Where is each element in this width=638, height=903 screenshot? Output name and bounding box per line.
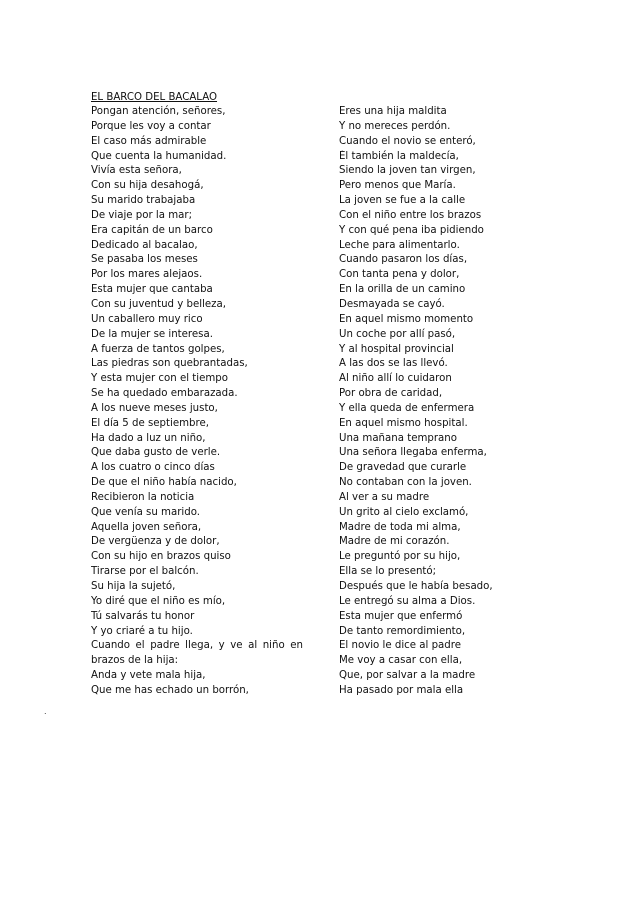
verse-line: Recibieron la noticia: [91, 491, 195, 503]
verse-line: Un caballero muy rico: [91, 313, 203, 325]
verse-line: Vivía esta señora,: [91, 165, 182, 177]
verse-line: El caso más admirable: [91, 135, 207, 147]
verse-line: Al ver a su madre: [339, 491, 430, 503]
verse-line: A las dos se las llevó.: [339, 358, 448, 370]
verse-line: De gravedad que curarle: [339, 462, 467, 474]
verse-line: Esta mujer que enfermó: [339, 610, 463, 622]
verse-line: De viaje por la mar;: [91, 209, 193, 221]
verse-line: Ella se lo presentó;: [339, 566, 437, 578]
poem-column-left: [91, 105, 303, 699]
verse-line: Un coche por allí pasó,: [339, 328, 456, 340]
verse-line: Las piedras son quebrantadas,: [91, 358, 248, 370]
verse-line: A fuerza de tantos golpes,: [91, 343, 225, 355]
verse-line: Y esta mujer con el tiempo: [91, 373, 228, 385]
verse-line: En la orilla de un camino: [339, 284, 466, 296]
verse-line: Y yo criaré a tu hijo.: [91, 625, 193, 637]
verse-line: Que daba gusto de verle.: [91, 447, 221, 459]
verse-line: Ha dado a luz un niño,: [91, 432, 206, 444]
verse-line: Desmayada se cayó.: [339, 298, 445, 310]
verse-line: Con tanta pena y dolor,: [339, 269, 460, 281]
poem-column-right: [339, 105, 499, 699]
verse-line: brazos de la hija:: [91, 655, 179, 667]
verse-line: Le entregó su alma a Dios.: [339, 595, 476, 607]
verse-line: Madre de toda mi alma,: [339, 521, 461, 533]
verse-line: Tirarse por el balcón.: [91, 566, 199, 578]
verse-line: Una señora llegaba enferma,: [339, 447, 487, 459]
verse-line: Le preguntó por su hijo,: [339, 551, 461, 563]
verse-line: Y al hospital provincial: [339, 343, 454, 355]
verse-line: Madre de mi corazón.: [339, 536, 450, 548]
verse-line: La joven se fue a la calle: [339, 195, 466, 207]
verse-line: No contaban con la joven.: [339, 477, 472, 489]
verse-line: Ha pasado por mala ella: [339, 684, 464, 696]
verse-line: Que, por salvar a la madre: [339, 670, 476, 682]
verse-line: Con el niño entre los brazos: [339, 209, 482, 221]
verse-line: Dedicado al bacalao,: [91, 239, 198, 251]
verse-line: Por los mares alejaos.: [91, 269, 203, 281]
verse-line: Que cuenta la humanidad.: [91, 150, 227, 162]
poem-title: EL BARCO DEL BACALAO: [91, 92, 218, 103]
verse-line: Un grito al cielo exclamó,: [339, 506, 469, 518]
verse-line: Que venía su marido.: [91, 506, 200, 518]
verse-line: Él también la maldecía,: [339, 150, 459, 162]
verse-line: Aquella joven señora,: [91, 521, 202, 533]
verse-line: Después que le había besado,: [339, 581, 493, 592]
verse-line: Que me has echado un borrón,: [91, 684, 249, 696]
verse-line: Por obra de caridad,: [339, 388, 443, 400]
verse-line: Pongan atención, señores,: [91, 106, 226, 117]
verse-line: Con su hijo en brazos quiso: [91, 551, 231, 563]
verse-line: Y no mereces perdón.: [339, 120, 451, 132]
verse-line: Con su hija desahogá,: [91, 180, 204, 192]
verse-line: En aquel mismo hospital.: [339, 417, 468, 429]
verse-line: Cuando el novio se enteró,: [339, 135, 476, 147]
verse-line: Era capitán de un barco: [91, 224, 213, 236]
verse-line: Y ella queda de enfermera: [339, 402, 475, 414]
verse-line: De vergüenza y de dolor,: [91, 536, 220, 548]
verse-line: Eres una hija maldita: [339, 106, 447, 117]
verse-line: Su hija la sujetó,: [91, 581, 176, 592]
verse-line: Pero menos que María.: [339, 180, 456, 192]
verse-line: El novio le dice al padre: [339, 640, 461, 652]
verse-line: Se pasaba los meses: [91, 254, 198, 266]
verse-line: Al niño allí lo cuidaron: [339, 373, 452, 385]
verse-line: Cuando el padre llega, y ve al niño en: [91, 640, 303, 652]
verse-line: En aquel mismo momento: [339, 313, 474, 325]
verse-line: A los cuatro o cinco días: [91, 462, 215, 474]
verse-line: Me voy a casar con ella,: [339, 655, 463, 667]
verse-line: Anda y vete mala hija,: [91, 670, 206, 682]
verse-line: Se ha quedado embarazada.: [91, 388, 238, 400]
verse-line: Siendo la joven tan virgen,: [339, 165, 476, 177]
verse-line: Cuando pasaron los días,: [339, 254, 468, 266]
verse-line: De que el niño había nacido,: [91, 477, 237, 489]
verse-line: Leche para alimentarlo.: [339, 239, 460, 251]
verse-line: De la mujer se interesa.: [91, 328, 213, 340]
verse-line: Su marido trabajaba: [91, 195, 196, 207]
verse-line: De tanto remordimiento,: [339, 625, 466, 637]
verse-line: Esta mujer que cantaba: [91, 284, 213, 296]
verse-line: Yo diré que el niño es mío,: [91, 595, 226, 607]
verse-line: Tú salvarás tu honor: [91, 610, 195, 622]
verse-line: Porque les voy a contar: [91, 120, 211, 132]
verse-line: El día 5 de septiembre,: [91, 417, 209, 429]
verse-line: Una mañana temprano: [339, 432, 457, 444]
page-mark: .: [44, 707, 47, 716]
verse-line: Con su juventud y belleza,: [91, 298, 226, 310]
verse-line: A los nueve meses justo,: [91, 402, 218, 414]
verse-line: Y con qué pena iba pidiendo: [339, 224, 484, 236]
